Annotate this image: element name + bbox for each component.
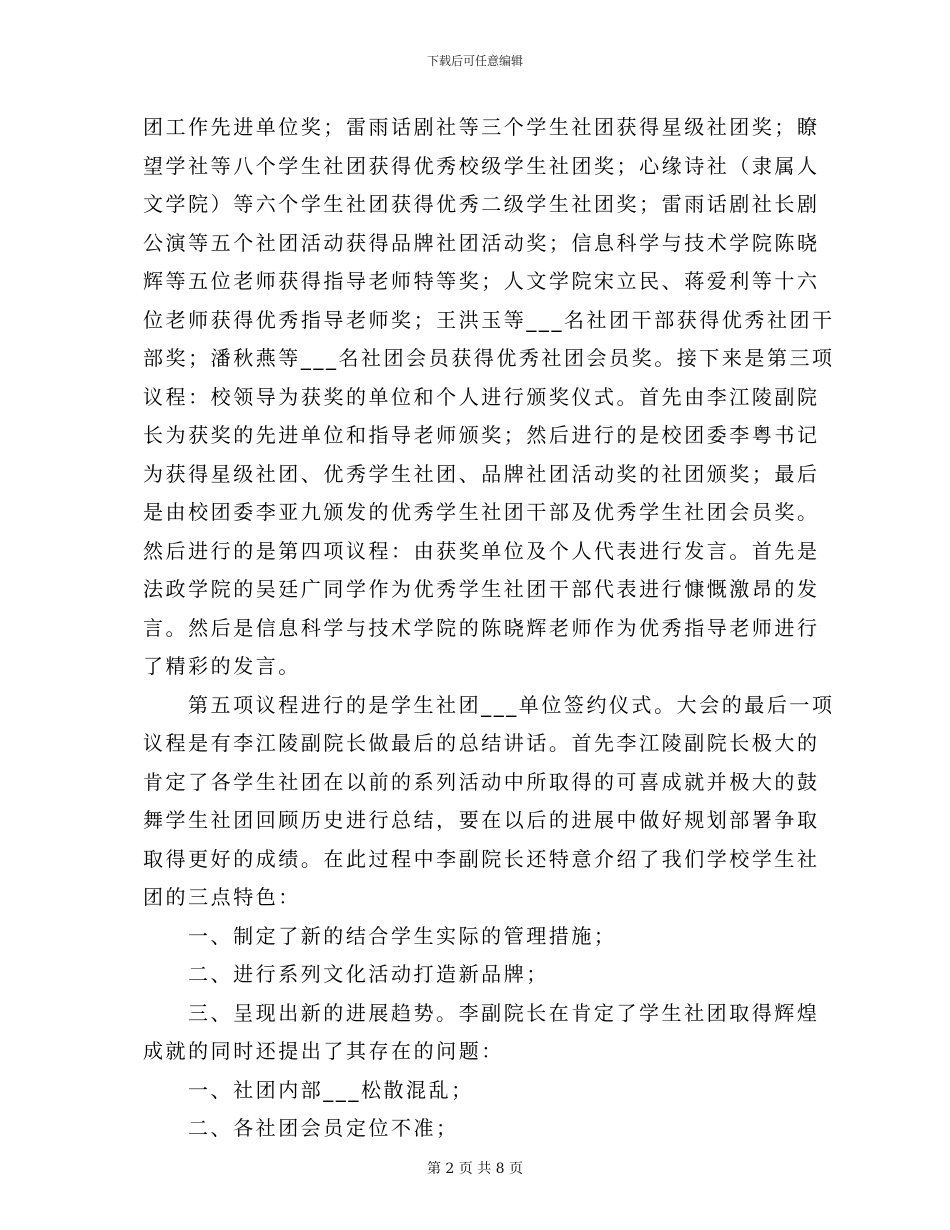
text-line: 议程是有李江陵副院长做最后的总结讲话。首先李江陵副院长极大的 (143, 731, 820, 755)
text-line: 议程：校领导为获奖的单位和个人进行颁奖仪式。首先由李江陵副院 (143, 384, 820, 409)
text-line: 长为获奖的先进单位和指导老师颁奖；然后进行的是校团委李粤书记 (143, 423, 820, 447)
text-line: 肯定了各学生社团在以前的系列活动中所取得的可喜成就并极大的鼓 (143, 769, 820, 794)
text-line: 然后进行的是第四项议程：由获奖单位及个人代表进行发言。首先是 (143, 538, 820, 563)
text-line: 了精彩的发言。 (143, 654, 301, 678)
page-number-footer: 第 2 页 共 8 页 (426, 1161, 524, 1177)
list-item: 一、制定了新的结合学生实际的管理措施； (188, 923, 617, 948)
text-line: 文学院）等六个学生社团获得优秀二级学生社团奖；雷雨话剧社长剧 (143, 192, 820, 216)
text-line: 位老师获得优秀指导老师奖；王洪玉等___名社团干部获得优秀社团干 (143, 307, 835, 332)
text-line: 成就的同时还提出了其存在的问题： (143, 1039, 504, 1063)
text-line: 辉等五位老师获得指导老师特等奖；人文学院宋立民、蒋爱利等十六 (143, 269, 820, 293)
document-body (143, 108, 835, 1148)
text-line: 望学社等八个学生社团获得优秀校级学生社团奖；心缘诗社（隶属人 (143, 153, 820, 178)
list-item: 二、进行系列文化活动打造新品牌； (188, 962, 549, 986)
text-line: 言。然后是信息科学与技术学院的陈晓辉老师作为优秀指导老师进行 (143, 615, 820, 640)
list-item: 一、社团内部___松散混乱； (188, 1077, 474, 1102)
text-line: 部奖；潘秋燕等___名社团会员获得优秀社团会员奖。接下来是第三项 (143, 346, 835, 370)
text-line: 公演等五个社团活动获得品牌社团活动奖；信息科学与技术学院陈晓 (143, 230, 820, 255)
text-line: 是由校团委李亚九颁发的优秀学生社团干部及优秀学生社团会员奖。 (143, 500, 820, 524)
text-line: 法政学院的吴廷广同学作为优秀学生社团干部代表进行慷慨激昂的发 (143, 577, 820, 601)
paragraph-start-line: 第五项议程进行的是学生社团___单位签约仪式。大会的最后一项 (188, 692, 835, 717)
text-line: 取得更好的成绩。在此过程中李副院长还特意介绍了我们学校学生社 (143, 846, 820, 871)
text-line: 团工作先进单位奖；雷雨话剧社等三个学生社团获得星级社团奖；瞭 (143, 115, 820, 139)
text-line: 为获得星级社团、优秀学生社团、品牌社团活动奖的社团颁奖；最后 (143, 461, 820, 486)
text-line: 团的三点特色： (143, 885, 301, 909)
page-header: 下载后可任意编辑 (426, 54, 523, 68)
list-item: 二、各社团会员定位不准； (188, 1116, 459, 1140)
list-item: 三、呈现出新的进展趋势。李副院长在肯定了学生社团取得辉煌 (188, 1000, 820, 1025)
text-line: 舞学生社团回顾历史进行总结，要在以后的进展中做好规划部署争取 (143, 808, 820, 832)
